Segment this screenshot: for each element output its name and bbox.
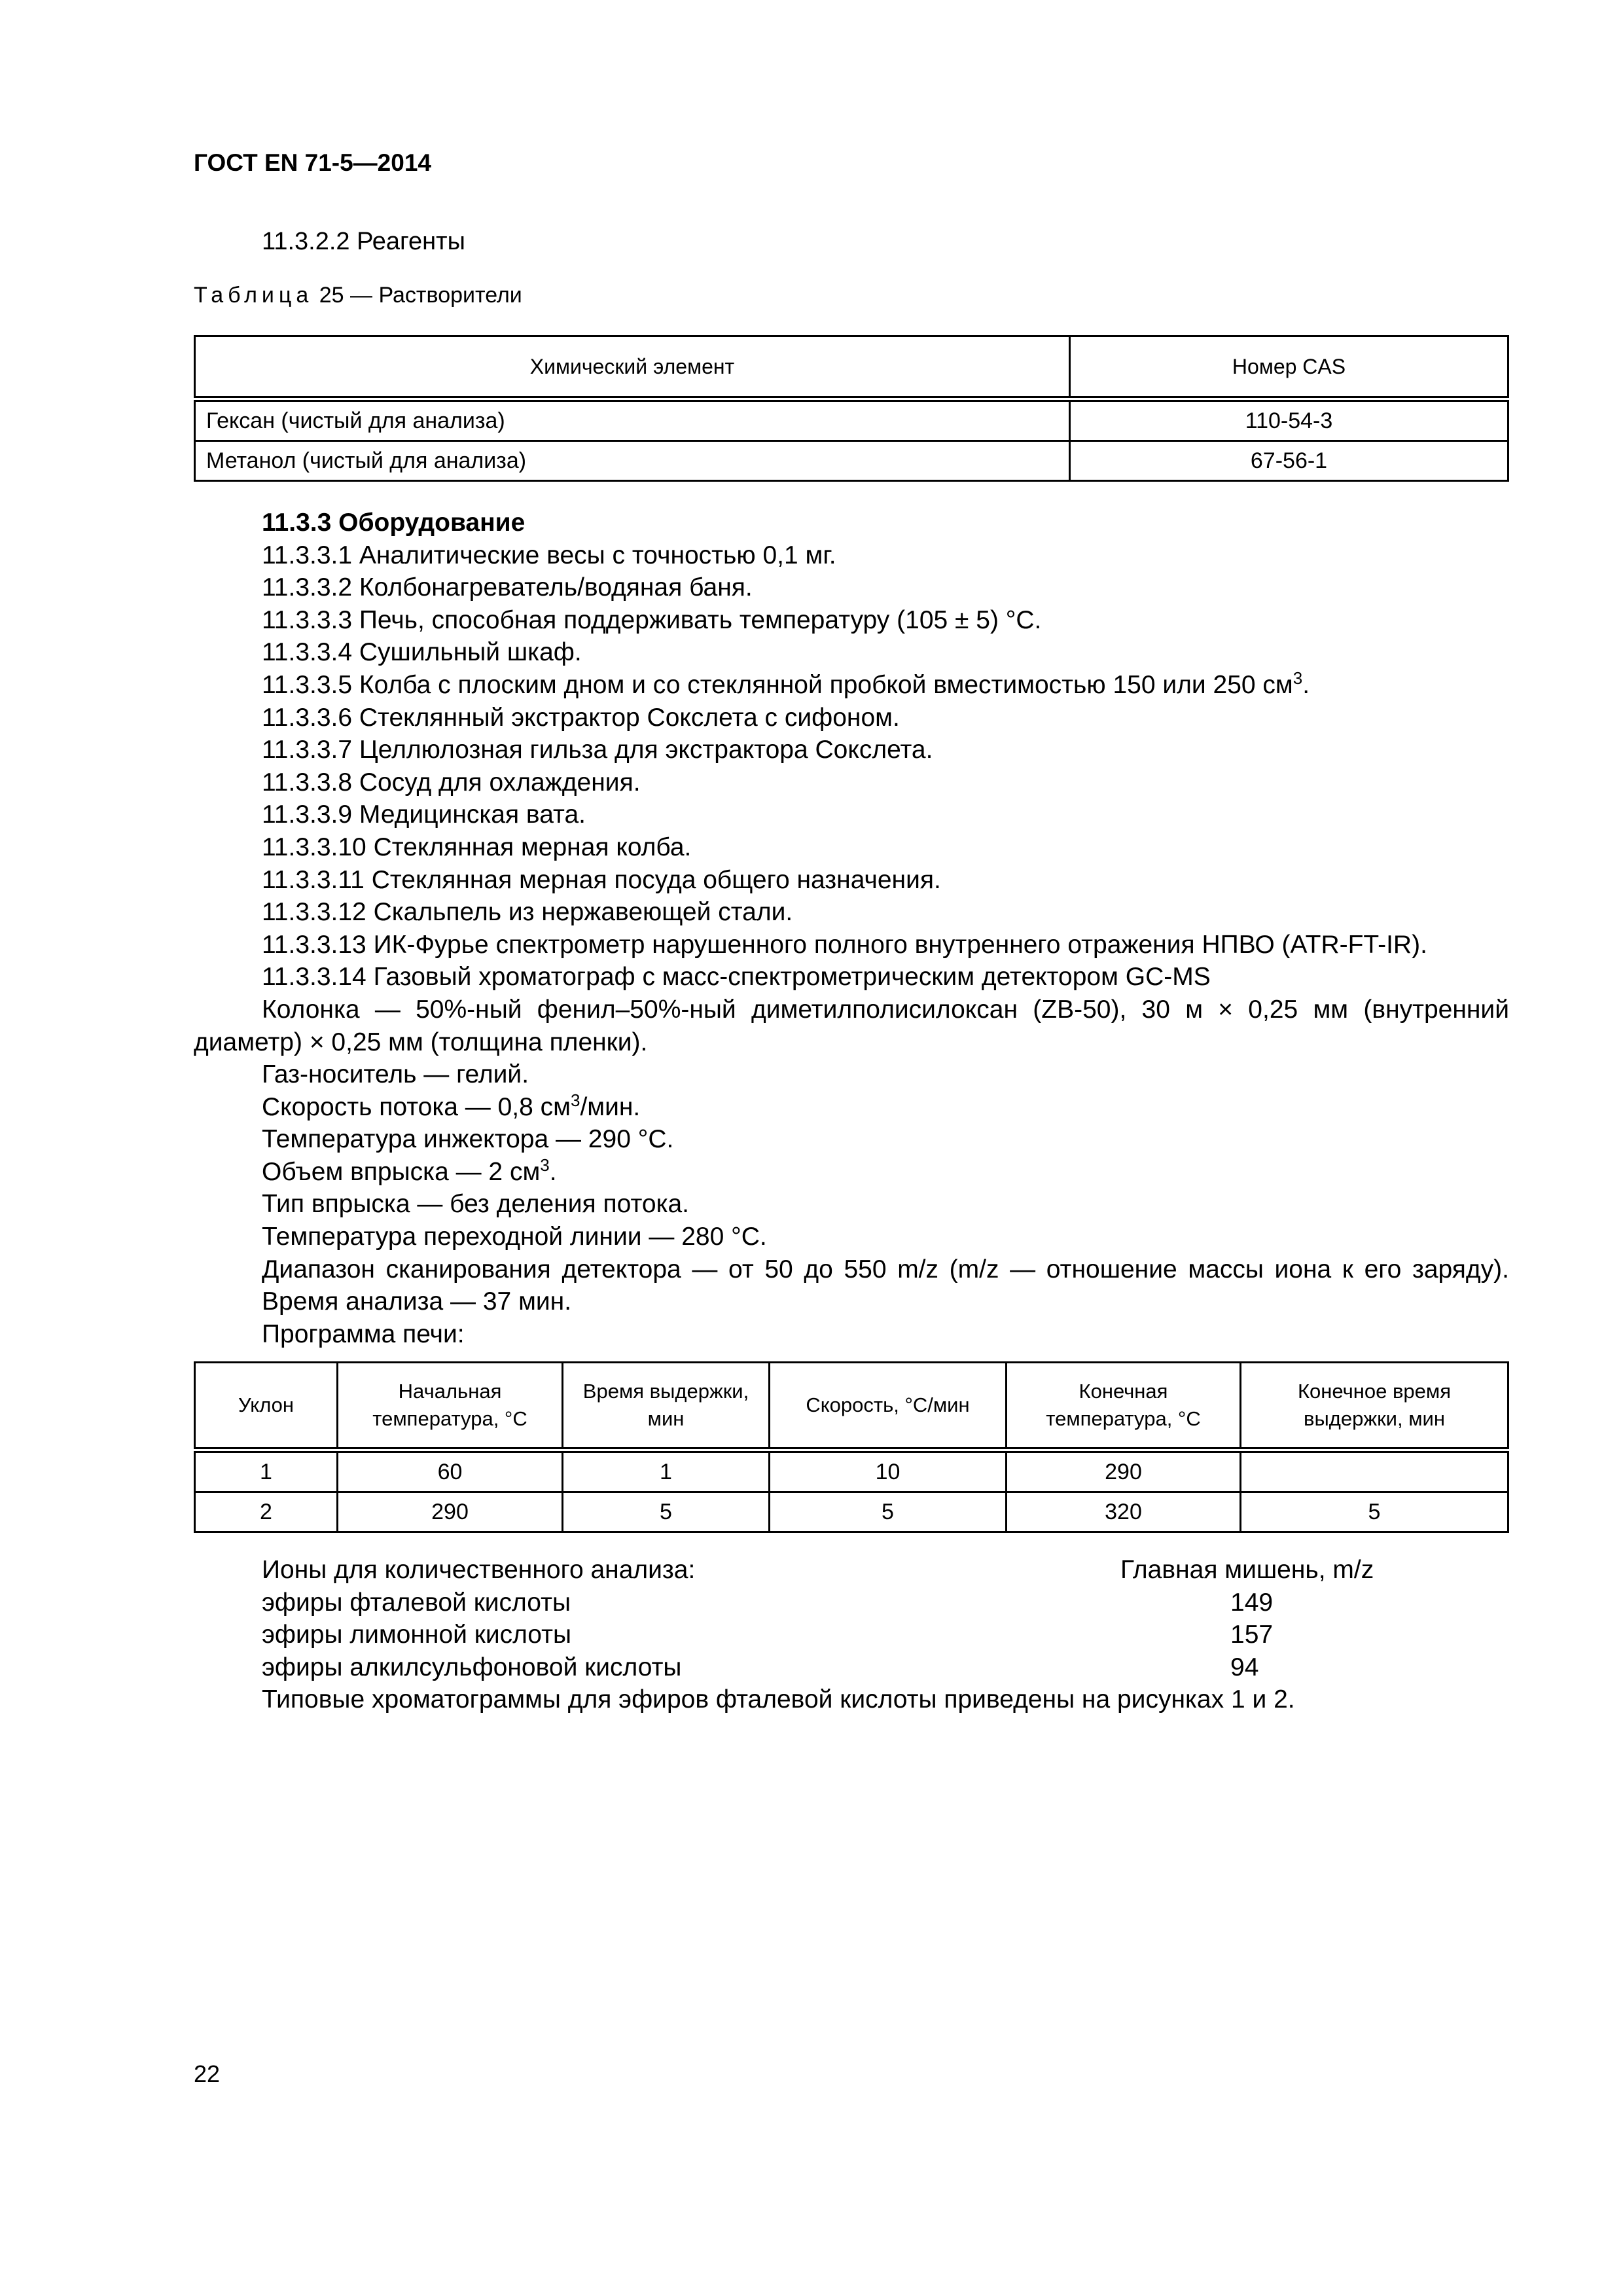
- ion-name: эфиры алкилсульфоновой кислоты: [262, 1653, 682, 1681]
- table-cell: 10: [770, 1450, 1007, 1492]
- column-header-cas: Номер CAS: [1070, 336, 1508, 399]
- superscript: 3: [540, 1155, 550, 1175]
- column-header-ramp: Уклон: [195, 1363, 338, 1450]
- table-cell: 5: [770, 1492, 1007, 1532]
- column-header-hold-time: Время выдержки, мин: [563, 1363, 770, 1450]
- table-cell: 2: [195, 1492, 338, 1532]
- punctuation: .: [1302, 670, 1310, 699]
- column-header-rate: Скорость, °С/мин: [770, 1363, 1007, 1450]
- table-cell: 1: [195, 1450, 338, 1492]
- column-header-chemical: Химический элемент: [195, 336, 1070, 399]
- table-cell: 67-56-1: [1070, 441, 1508, 481]
- equipment-item: 11.3.3.6 Стеклянный экстрактор Сокслета с сифоном.: [262, 703, 900, 732]
- equipment-heading: 11.3.3 Оборудование: [262, 509, 526, 537]
- gc-flow-rate-unit: /мин.: [580, 1092, 641, 1121]
- ions-target-header: Главная мишень, m/z: [1120, 1556, 1374, 1584]
- list-item: [262, 1651, 1440, 1684]
- gc-injector-temp: Температура инжектора — 290 °С.: [262, 1125, 674, 1154]
- section-reagents-heading: 11.3.2.2 Реагенты: [262, 228, 465, 255]
- page-number: 22: [194, 2060, 221, 2087]
- gc-carrier-gas: Газ-носитель — гелий.: [262, 1060, 529, 1089]
- table-row: [195, 1492, 1508, 1532]
- equipment-section: [194, 507, 1509, 1350]
- column-header-final-hold: Конечное время выдержки, мин: [1241, 1363, 1508, 1450]
- ion-name: эфиры фталевой кислоты: [262, 1588, 571, 1617]
- gc-injection-volume-text: Объем впрыска — 2 см: [262, 1157, 541, 1186]
- table-header-row: [195, 336, 1508, 399]
- superscript: 3: [570, 1090, 580, 1110]
- gc-transfer-line-temp: Температура переходной линии — 280 °С.: [262, 1223, 767, 1251]
- solvents-table: [194, 335, 1509, 482]
- gc-analysis-time: Время анализа — 37 мин.: [262, 1287, 572, 1316]
- table-row: [195, 399, 1508, 441]
- table-25-caption: [194, 283, 522, 308]
- gc-column-spec: Колонка — 50%-ный фенил–50%-ный диметилполисилоксан (ZB-50), 30 м × 0,25 мм (внутренний диаметр) × 0,25 мм (толщина пленки).: [194, 995, 1509, 1056]
- ions-section: [262, 1554, 1440, 1716]
- gc-injection-type: Тип впрыска — без деления потока.: [262, 1190, 690, 1219]
- table-cell: 60: [338, 1450, 563, 1492]
- equipment-item: 11.3.3.10 Стеклянная мерная колба.: [262, 833, 692, 861]
- table-caption-label: Таблица: [194, 283, 313, 308]
- list-item: [262, 1619, 1440, 1651]
- list-item: [262, 1587, 1440, 1619]
- table-cell: 290: [338, 1492, 563, 1532]
- equipment-item: 11.3.3.4 Сушильный шкаф.: [262, 638, 582, 667]
- equipment-item: 11.3.3.1 Аналитические весы с точностью 0,1 мг.: [262, 541, 836, 569]
- equipment-item: 11.3.3.3 Печь, способная поддерживать температуру (105 ± 5) °С.: [262, 605, 1042, 634]
- gc-scan-range: Диапазон сканирования детектора — от 50 до 550 m/z (m/z — отношение массы иона к его заряду).: [262, 1255, 1509, 1283]
- gc-flow-rate-text: Скорость потока — 0,8 см: [262, 1092, 571, 1121]
- equipment-item: 11.3.3.11 Стеклянная мерная посуда общего назначения.: [262, 865, 941, 894]
- ion-name: эфиры лимонной кислоты: [262, 1621, 572, 1649]
- equipment-item: 11.3.3.13 ИК-Фурье спектрометр нарушенного полного внутреннего отражения НПВО (ATR-FT-IR).: [262, 930, 1427, 959]
- table-cell: 110-54-3: [1070, 399, 1508, 441]
- table-cell: 290: [1007, 1450, 1241, 1492]
- equipment-item: 11.3.3.2 Колбонагреватель/водяная баня.: [262, 573, 753, 602]
- equipment-item: 11.3.3.8 Сосуд для охлаждения.: [262, 768, 641, 797]
- equipment-item: 11.3.3.9 Медицинская вата.: [262, 800, 586, 829]
- equipment-item: 11.3.3.14 Газовый хроматограф с масс-спектрометрическим детектором GC-MS: [262, 963, 1211, 992]
- column-header-initial-temp: Начальная температура, °С: [338, 1363, 563, 1450]
- table-caption-title: 25 — Растворители: [319, 283, 522, 308]
- ions-header-row: [262, 1554, 1440, 1587]
- equipment-item: [194, 669, 1509, 702]
- gc-injection-volume: [194, 1156, 1509, 1189]
- equipment-item-text: 11.3.3.5 Колба с плоским дном и со стеклянной пробкой вместимостью 150 или 250 см: [262, 670, 1293, 699]
- gc-oven-program-label: Программа печи:: [262, 1319, 465, 1348]
- ion-value: 149: [1230, 1588, 1274, 1617]
- table-row: [195, 441, 1508, 481]
- table-cell: Гексан (чистый для анализа): [195, 399, 1070, 441]
- table-cell: 1: [563, 1450, 770, 1492]
- oven-program-table: [194, 1361, 1509, 1533]
- document-header: ГОСТ EN 71-5—2014: [194, 149, 431, 176]
- table-row: [195, 1450, 1508, 1492]
- table-cell: 5: [563, 1492, 770, 1532]
- gc-flow-rate: [194, 1091, 1509, 1124]
- equipment-item: 11.3.3.12 Скальпель из нержавеющей стали.: [262, 898, 793, 927]
- equipment-item: 11.3.3.7 Целлюлозная гильза для экстрактора Сокслета.: [262, 736, 933, 764]
- chromatogram-note: Типовые хроматограммы для эфиров фталевой кислоты приведены на рисунках 1 и 2.: [262, 1685, 1295, 1714]
- ion-value: 157: [1230, 1621, 1274, 1649]
- ion-value: 94: [1230, 1653, 1259, 1681]
- ions-label: Ионы для количественного анализа:: [262, 1556, 696, 1584]
- table-cell: 320: [1007, 1492, 1241, 1532]
- table-cell: Метанол (чистый для анализа): [195, 441, 1070, 481]
- table-cell: 5: [1241, 1492, 1508, 1532]
- superscript: 3: [1293, 668, 1303, 688]
- table-header-row: [195, 1363, 1508, 1450]
- column-header-final-temp: Конечная температура, °С: [1007, 1363, 1241, 1450]
- punctuation: .: [549, 1157, 557, 1186]
- table-cell: [1241, 1450, 1508, 1492]
